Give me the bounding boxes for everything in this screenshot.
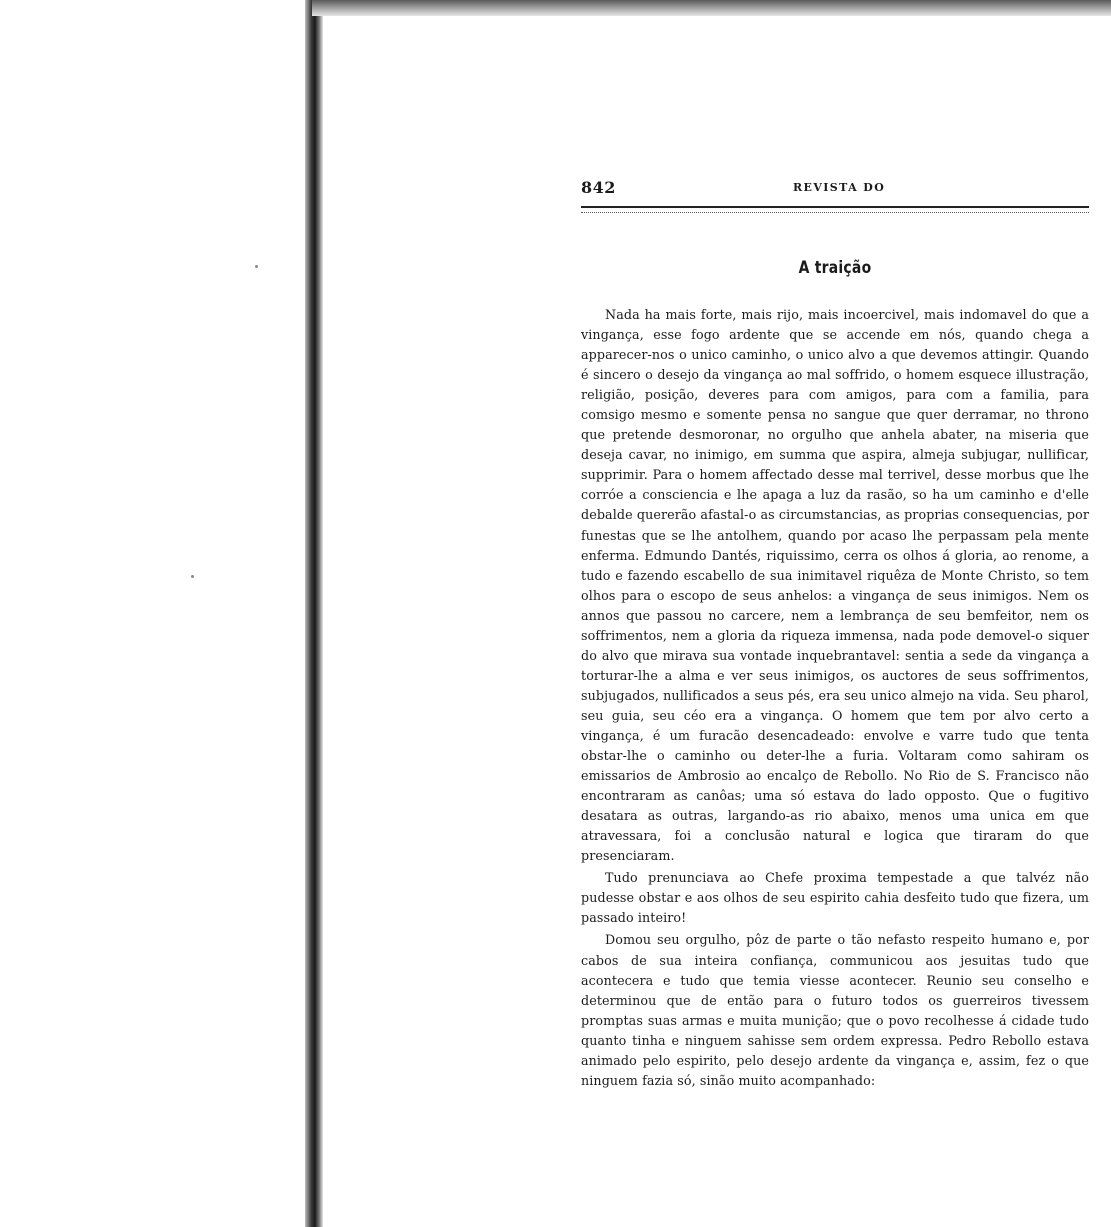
paper-speck [191,575,194,578]
blank-left-page [0,0,312,1227]
paragraph: Domou seu orgulho, pôz de parte o tão nefasto respeito humano e, por cabos de sua inteira confiança, communicou aos jesuitas tudo que acontecera e tudo que temia viesse acontecer. Reunio seu conselho e determinou que de então para o futuro todos os guerreiros tivessem promptas suas armas e muita munição; que o povo recolhesse á cidade tudo quanto tinha e ninguem sahisse sem ordem expressa. Pedro Rebollo estava animado pelo espirito, pelo desejo ardente da vingança e, assim, fez o que ninguem fazia só, sinão muito acompanhado: [581,932,1089,1088]
running-header [581,178,1089,208]
paragraph: Tudo prenunciava ao Chefe proxima tempestade a que talvéz não pudesse obstar e aos olhos de seu espirito cahia desfeito tudo que fizera, um passado inteiro! [581,870,1089,926]
paragraph: Nada ha mais forte, mais rijo, mais incoercivel, mais indomavel do que a vingança, esse fogo ardente que se accende em nós, quando chega a apparecer-nos o unico caminho, o unico alvo a que devemos attingir. Quando é sincero o desejo da vingança ao mal soffrido, o homem esquece illustração, religião, posição, deveres para com amigos, para com a familia, para comsigo mesmo e somente pensa no sangue que quer derramar, no throno que pretende desmoronar, no orgulho que anhela abater, na miseria que deseja cavar, no inimigo, em summa que aspira, almeja subjugar, nullificar, supprimir. Para o homem affectado desse mal terrivel, desse morbus que lhe corróe a consciencia e lhe apaga a luz da rasão, so ha um caminho e d'elle debalde quererão afastal-o as circumstancias, as proprias consequencias, por funestas que se lhe antolhem, quando por acaso lhe perpassam pela mente enferma. Edmundo Dantés, riquissimo, cerra os olhos á gloria, ao renome, a tudo e fazendo escabello de sua inimitavel riquêza de Monte Christo, so tem olhos para o escopo de seus anhelos: a vingança de seus inimigos. Nem os annos que passou no carcere, nem a lembrança de seu bemfeitor, nem os soffrimentos, nem a gloria da riqueza immensa, nada pode demovel-o siquer do alvo que mirava sua vontade inquebrantavel: sentia a sede da vingança a torturar-lhe a alma e ver seus inimigos, os auctores de seus soffrimentos, subjugados, nullificados a seus pés, era seu unico almejo na vida. Seu pharol, seu guia, seu céo era a vingança. O homem que tem por alvo certo a vingança, é um furacão desencadeado: envolve e varre tudo que tenta obstar-lhe o caminho ou deter-lhe a furia. Voltaram como sahiram os emissarios de Ambrosio ao encalço de Rebollo. No Rio de S. Francisco não encontraram as canôas; uma só estava do lado opposto. Que o fugitivo desatara as outras, largando-as rio abaixo, menos uma unica em que atravessara, foi a conclusão natural e logica que tiraram do que presenciaram. [581,307,1089,864]
running-title: REVISTA DO [793,181,886,194]
paper-speck [255,265,258,268]
article-body [581,305,1089,1091]
book-gutter [305,0,323,1227]
header-rule [581,206,1089,213]
page-number: 842 [581,178,616,197]
article-title: A traição [798,258,872,278]
page-top-shadow [312,0,1111,16]
